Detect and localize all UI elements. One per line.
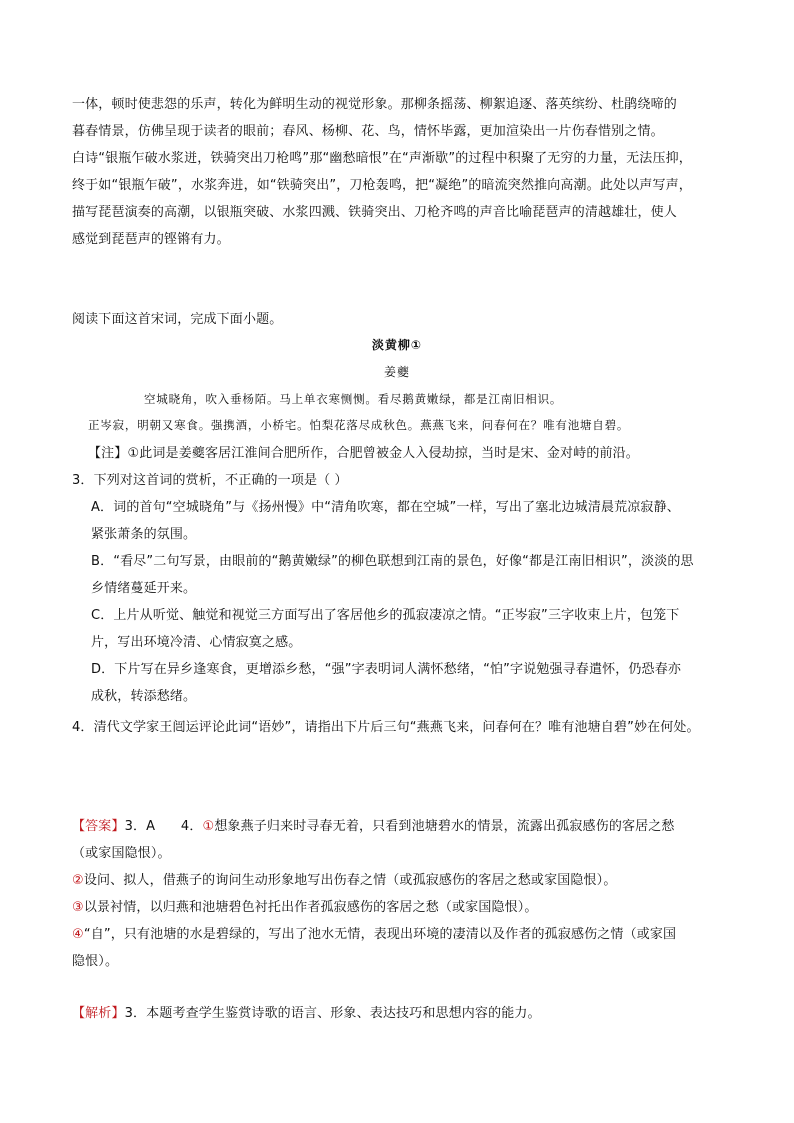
answer-point-2: 设问、拟人，借燕子的询问生动形象地写出伤春之情（或孤寂感伤的客居之愁或家国隐恨）。: [83, 873, 617, 888]
explanation-text: 3．本题考查学生鉴赏诗歌的语言、形象、表达技巧和思想内容的能力。: [124, 1006, 541, 1021]
question-4: 4．清代文学家王闿运评论此词“语妙”，请指出下片后三句“燕燕飞来，问春何在？唯有池塘自碧”妙在何处。: [72, 720, 700, 735]
answer-choices: 3．A 4．: [124, 819, 203, 834]
q3-option-c-line1: C．上片从听觉、触觉和视觉三方面写出了客居他乡的孤寂凄凉之情。“正岑寂”三字收束上片，包笼下: [91, 608, 680, 623]
explanation-tag: 【解析】: [72, 1006, 125, 1021]
analysis-p2-line3: 描写琵琶演奏的高潮，以银瓶突破、水浆四溅、铁骑突出、刀枪齐鸣的声音比喻琵琶声的清越雄壮，使人: [72, 205, 677, 220]
answer-point-4: “自”，只有池塘的水是碧绿的，写出了池水无情，表现出环境的凄清以及作者的孤寂感伤之情（或家国: [83, 927, 677, 942]
poem-body: [88, 386, 728, 438]
answer-block: [72, 813, 728, 975]
poem-line-2: 正岑寂，明朝又寒食。强携酒，小桥宅。怕梨花落尽成秋色。燕燕飞来，问春何在？唯有池塘自碧。: [88, 418, 630, 432]
q3-option-d-line2: 成秋，转添愁绪。: [91, 689, 197, 704]
answer-num-4: ④: [72, 927, 84, 942]
question-3: [72, 467, 728, 710]
q3-option-d-line1: D．下片写在异乡逢寒食，更增添乡愁，“强”字表明词人满怀愁绪，“怕”字说勉强寻春遣怀，仍恐春亦: [91, 662, 682, 677]
answer-num-1: ①: [202, 819, 215, 834]
answer-tag: 【答案】: [72, 819, 125, 834]
analysis-p2-line2: 终于如“银瓶乍破”，水浆奔进，如“铁骑突出”，刀枪轰鸣，把“凝绝”的暗流突然推向高潮。此处以声写声，: [72, 178, 692, 193]
q3-option-c-line2: 片，写出环境冷清、心情寂寞之感。: [91, 635, 302, 650]
analysis-p1-line2: 暮春情景，仿佛呈现于读者的眼前；春风、杨柳、花、鸟，情怀毕露，更加渲染出一片伤春惜别之情。: [72, 124, 664, 139]
q3-stem: 3．下列对这首词的赏析，不正确的一项是（ ）: [72, 473, 348, 488]
answer-line-3: [72, 867, 728, 894]
q3-option-a-line1: A．词的首句“空城晓角”与《扬州慢》中“清角吹寒，都在空城”一样，写出了塞北边城清晨荒凉寂静、: [91, 500, 680, 515]
analysis-p1-line1: 一体，顿时使悲怨的乐声，转化为鲜明生动的视觉形象。那柳条摇荡、柳絮追逐、落英缤纷、杜鹃绕啼的: [72, 97, 677, 112]
answer-line-6: 隐恨）。: [72, 954, 119, 969]
explanation-block: [72, 1000, 728, 1027]
q3-option-b-line2: 乡情绪蔓延开来。: [91, 581, 197, 596]
answer-line-4: [72, 894, 728, 921]
answer-point-3: 以景衬情，以归燕和池塘碧色衬托出作者孤寂感伤的客居之愁（或家国隐恨）。: [83, 900, 538, 915]
poem-title: 淡黄柳①: [371, 338, 423, 352]
analysis-block: [72, 91, 728, 253]
answer-num-2: ②: [72, 873, 84, 888]
reading-intro: 阅读下面这首宋词，完成下面小题。: [72, 312, 283, 327]
analysis-p2-line1: 白诗“银瓶乍破水浆迸，铁骑突出刀枪鸣”那“幽愁暗恨”在“声渐歇”的过程中积聚了无穷的力量，无法压抑，: [72, 151, 692, 166]
analysis-p2-line4: 感觉到琵琶声的铿锵有力。: [72, 232, 230, 247]
poem-author: 姜夔: [383, 365, 410, 379]
answer-num-3: ③: [72, 900, 84, 915]
answer-line-2: （或家国隐恨）。: [72, 846, 171, 861]
answer-point-1: 想象燕子归来时寻春无着，只看到池塘碧水的情景，流露出孤寂感伤的客居之愁: [214, 819, 675, 834]
q3-option-a-line2: 紧张萧条的氛围。: [91, 527, 197, 542]
answer-line-5: [72, 921, 728, 948]
answer-line-1: [72, 813, 728, 840]
q3-option-b-line1: B．“看尽”二句写景，由眼前的“鹅黄嫩绿”的柳色联想到江南的景色，好像“都是江南旧相识”，淡淡的思: [91, 554, 694, 569]
poem-line-1: 空城晓角，吹入垂杨陌。马上单衣寒恻恻。看尽鹅黄嫩绿，都是江南旧相识。: [144, 392, 563, 406]
note: 【注】①此词是姜夔客居江淮间合肥所作，合肥曾被金人入侵劫掠，当时是宋、金对峙的前沿。: [88, 446, 639, 461]
